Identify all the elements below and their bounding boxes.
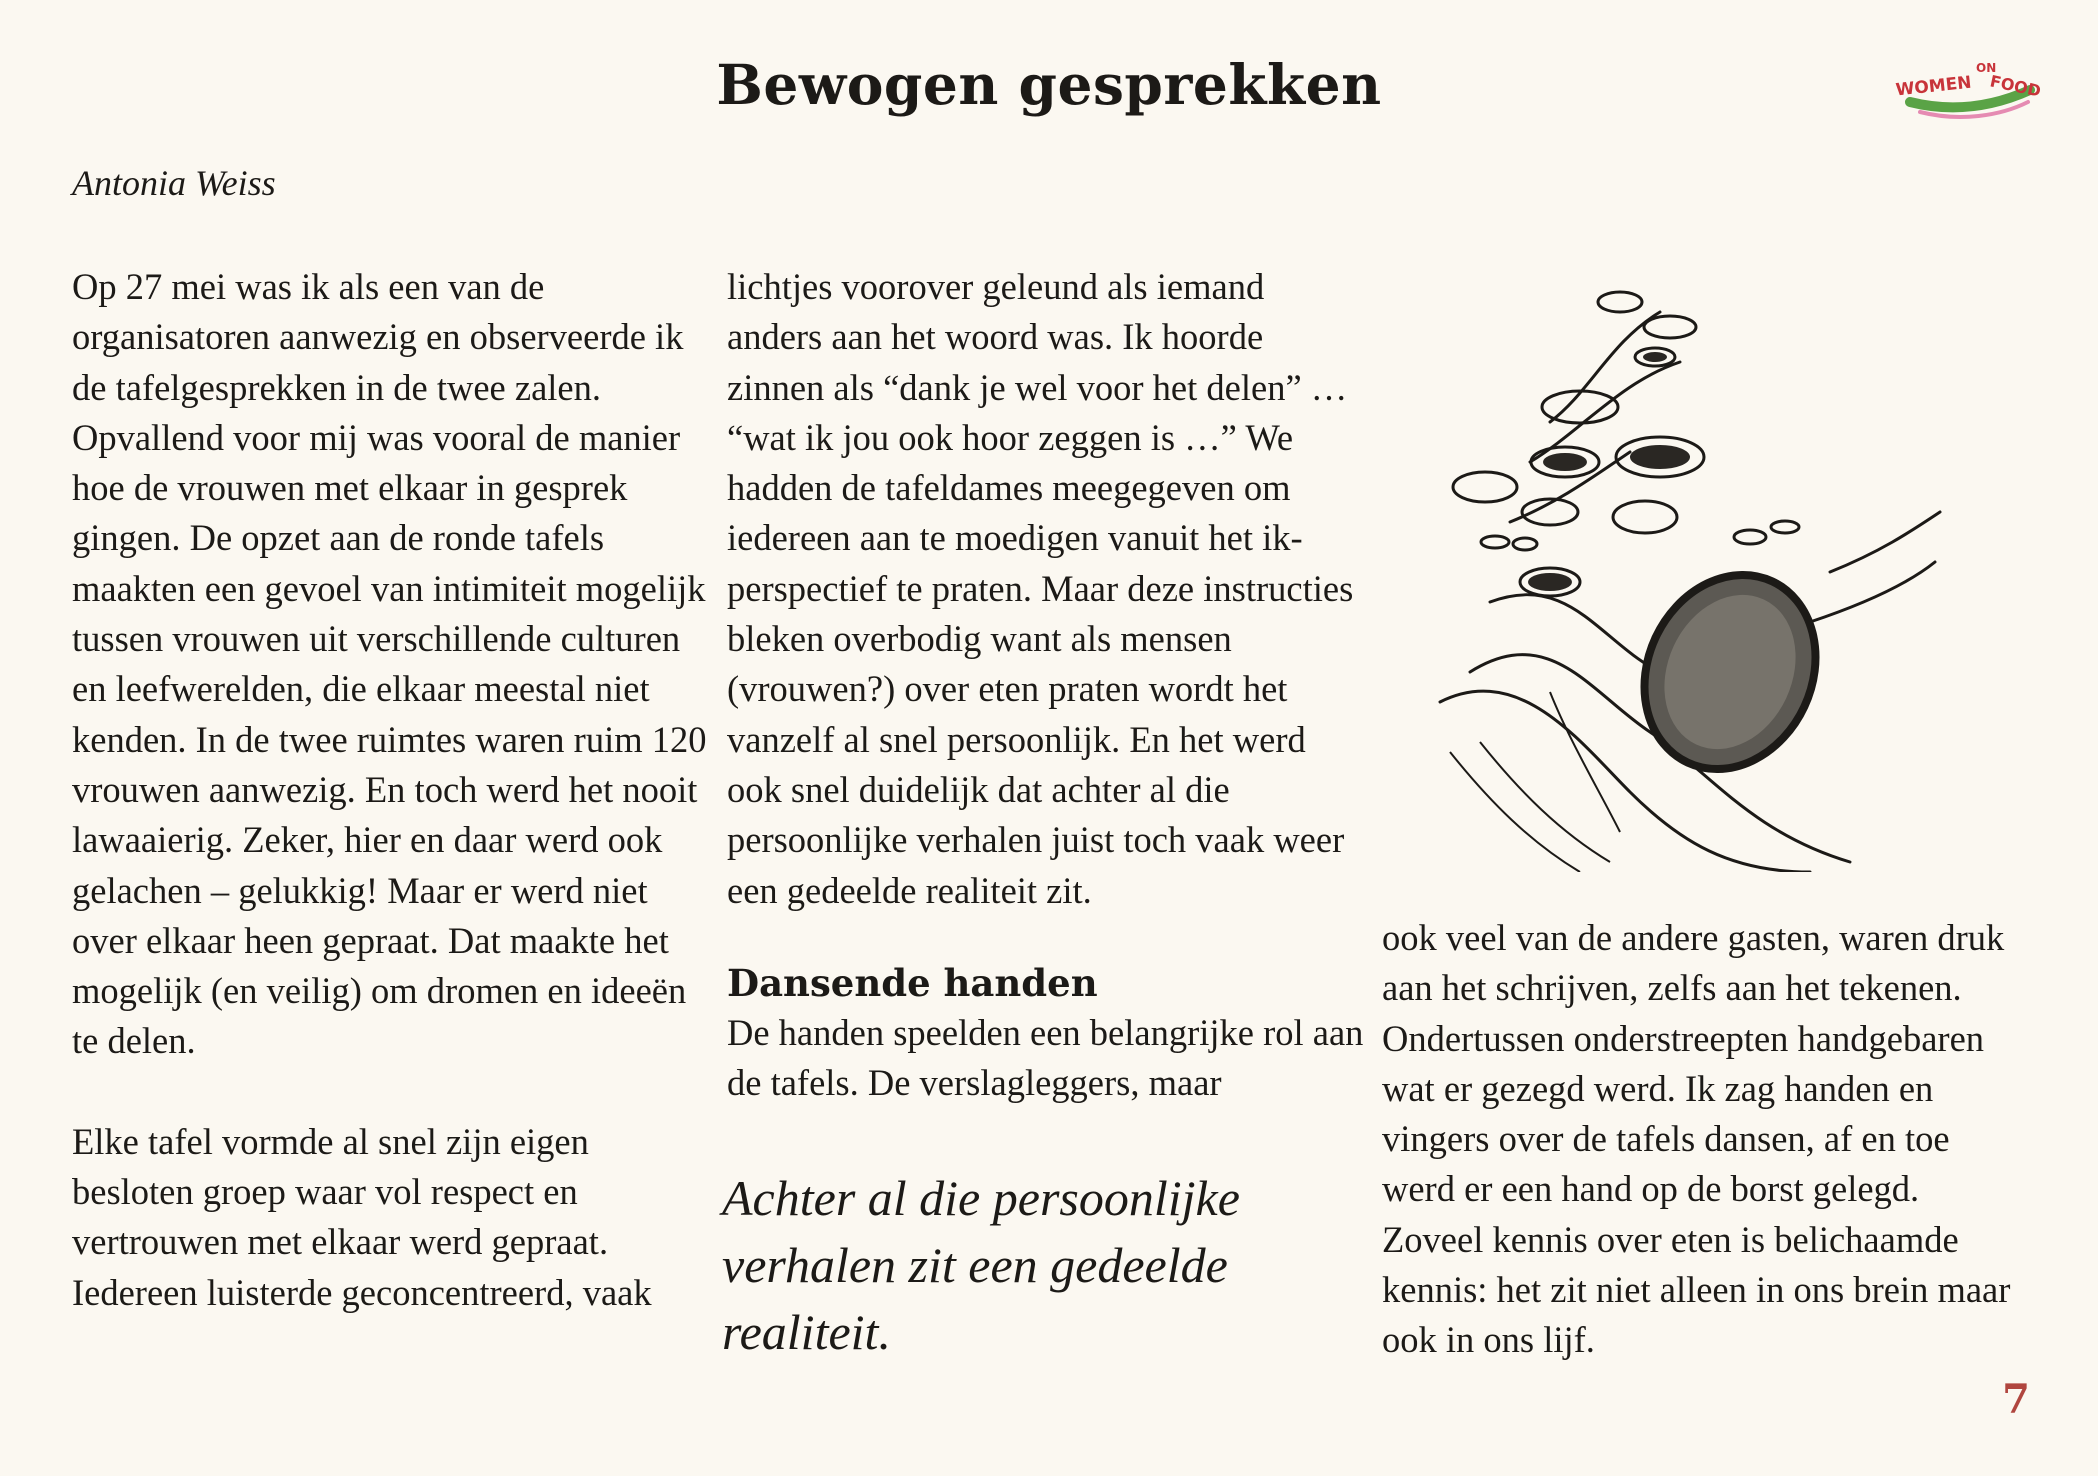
page-title: Bewogen gesprekken	[716, 52, 1382, 117]
women-on-food-logo	[1890, 50, 2050, 130]
body-paragraph: Op 27 mei was ik als een van de organisatoren aanwezig en observeerde ik de tafelgesprekken in de twee zalen. Opvallend voor mij was vooral de manier hoe de vrouwen met elkaar in gesprek gingen. De opzet aan de ronde tafels maakten een gevoel van intimiteit mogelijk tussen vrouwen uit verschillende culturen en leefwerelden, die elkaar meestal niet kenden. In de twee ruimtes waren ruim 120 vrouwen aanwezig. En toch werd het nooit lawaaierig. Zeker, hier en daar werd ook gelachen – gelukkig! Maar er werd niet over elkaar heen gepraat. Dat maakte het mogelijk (en veilig) om dromen en ideeën te delen.	[72, 266, 707, 1062]
food-bowls-ink-drawing-icon	[1430, 272, 1950, 872]
column-1	[72, 262, 712, 1318]
body-paragraph: ook veel van de andere gasten, waren druk aan het schrijven, zelfs aan het tekenen. Ondertussen onderstreepten handgebaren wat er gezegd werd. Ik zag handen en vingers over de tafels dansen, af en toe werd er een hand op de borst gelegd. Zoveel kennis over eten is belichaamde kennis: het zit niet alleen in ons brein maar ook in ons lijf.	[1382, 917, 2011, 1361]
body-paragraph: De handen speelden een belangrijke rol aan de tafels. De verslagleggers, maar	[727, 1011, 1364, 1104]
logo-word-food: FOOD	[1988, 71, 2043, 101]
section-subheading: Dansende handen	[727, 960, 1098, 1005]
body-paragraph: Elke tafel vormde al snel zijn eigen besloten groep waar vol respect en vertrouwen met elkaar werd gepraat. Iedereen luisterde geconcentreerd, vaak	[72, 1120, 652, 1313]
author-name: Antonia Weiss	[72, 163, 276, 203]
column-2	[727, 262, 1367, 1108]
logo-word-women: WOMEN	[1894, 72, 1973, 101]
column-3	[1382, 913, 2022, 1366]
body-paragraph: lichtjes voorover geleund als iemand anders aan het woord was. Ik hoorde zinnen als “dank je wel voor het delen” … “wat ik jou ook hoor zeggen is …” We hadden de tafeldames meegegeven om iedereen aan te moedigen vanuit het ik-perspectief te praten. Maar deze instructies bleken overbodig want als mensen (vrouwen?) over eten praten wordt het vanzelf al snel persoonlijk. En het werd ook snel duidelijk dat achter al die persoonlijke verhalen juist toch vaak weer een gedeelde realiteit zit.	[727, 266, 1354, 911]
pull-quote: Achter al die persoonlijke verhalen zit een gedeelde realiteit.	[722, 1170, 1240, 1360]
logo-word-on: ON	[1976, 61, 1997, 75]
page-number: 7	[2002, 1376, 2030, 1423]
